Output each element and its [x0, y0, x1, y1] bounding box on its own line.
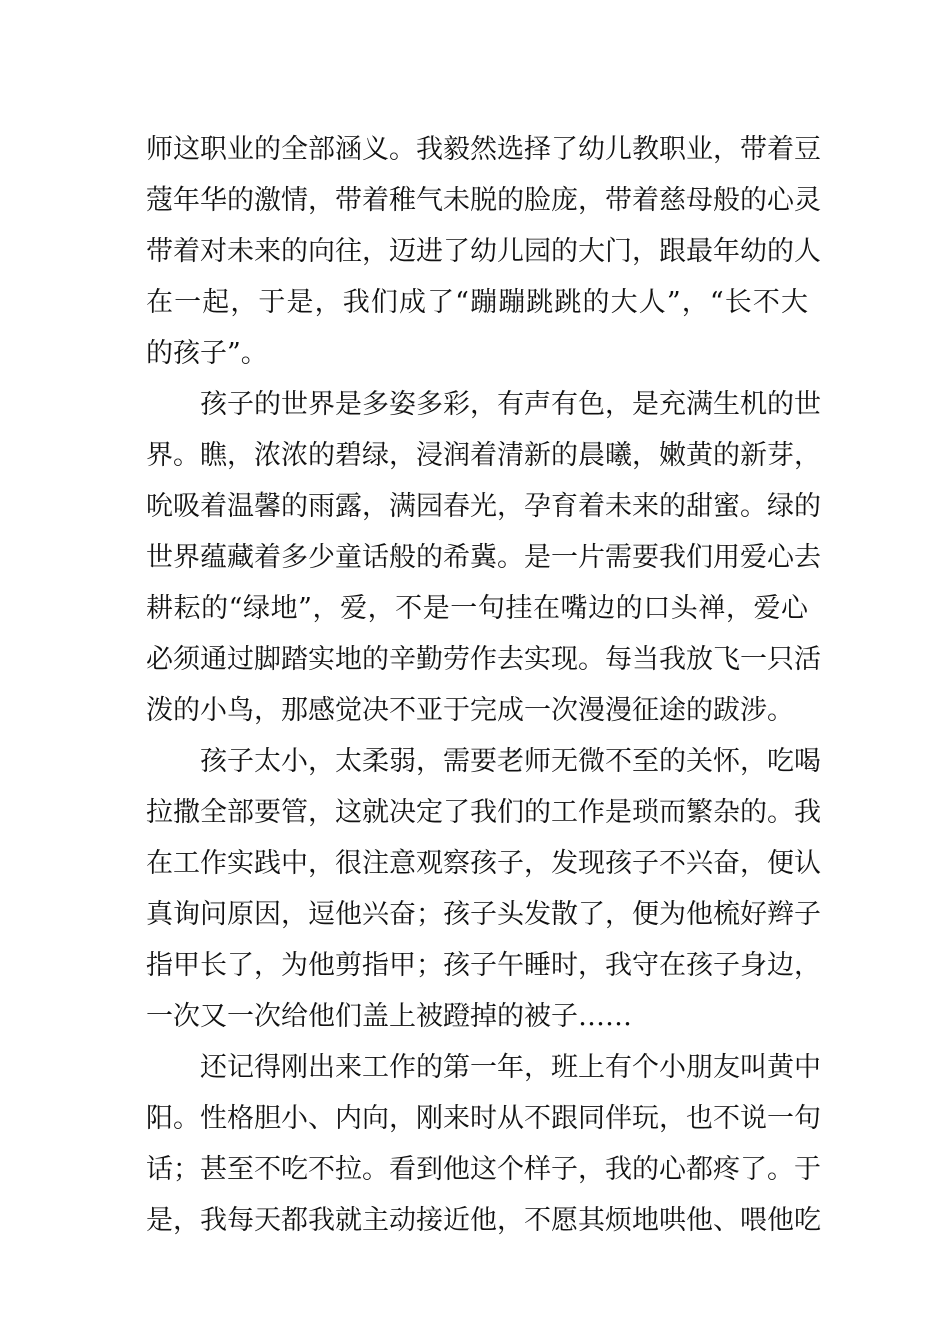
text-line: 还记得刚出来工作的第一年，班上有个小朋友叫黄中 [200, 1052, 821, 1083]
text-line: 泼的小鸟，那感觉决不亚于完成一次漫漫征途的跋涉。 [146, 695, 794, 726]
text-line: 师这职业的全部涵义。我毅然选择了幼儿教职业，带着豆 [146, 134, 821, 165]
text-line: 蔻年华的激情，带着稚气未脱的脸庞，带着慈母般的心灵 [146, 185, 821, 216]
text-line: 是，我每天都我就主动接近他，不愿其烦地哄他、喂他吃 [146, 1205, 821, 1236]
text-line: 吮吸着温馨的雨露，满园春光，孕育着未来的甜蜜。绿的 [146, 491, 821, 522]
text-line: 的孩子”。 [146, 338, 268, 369]
paragraph [146, 379, 821, 736]
text-line: 在工作实践中，很注意观察孩子，发现孩子不兴奋，便认 [146, 848, 821, 879]
text-line: 真询问原因，逗他兴奋；孩子头发散了，便为他梳好辫子 [146, 899, 821, 930]
text-line: 必须通过脚踏实地的辛勤劳作去实现。每当我放飞一只活 [146, 644, 821, 675]
text-line: 界。瞧，浓浓的碧绿，浸润着清新的晨曦，嫩黄的新芽， [146, 440, 821, 471]
document-body [146, 124, 821, 1246]
paragraph [146, 1042, 821, 1246]
text-line: 孩子的世界是多姿多彩，有声有色，是充满生机的世 [200, 389, 821, 420]
text-line: 拉撒全部要管，这就决定了我们的工作是琐而繁杂的。我 [146, 797, 821, 828]
text-line: 话；甚至不吃不拉。看到他这个样子，我的心都疼了。于 [146, 1154, 821, 1185]
text-line: 耕耘的“绿地”，爱，不是一句挂在嘴边的口头禅，爱心 [146, 593, 808, 624]
text-line: 一次又一次给他们盖上被蹬掉的被子…… [146, 1001, 632, 1032]
text-line: 指甲长了，为他剪指甲；孩子午睡时，我守在孩子身边， [146, 950, 821, 981]
text-line: 在一起，于是，我们成了“蹦蹦跳跳的大人”，“长不大 [146, 287, 808, 318]
paragraph [146, 124, 821, 379]
text-line: 世界蕴藏着多少童话般的希冀。是一片需要我们用爱心去 [146, 542, 821, 573]
paragraph [146, 736, 821, 1042]
text-line: 带着对未来的向往，迈进了幼儿园的大门，跟最年幼的人 [146, 236, 821, 267]
text-line: 孩子太小，太柔弱，需要老师无微不至的关怀，吃喝 [200, 746, 821, 777]
text-line: 阳。性格胆小、内向，刚来时从不跟同伴玩，也不说一句 [146, 1103, 821, 1134]
